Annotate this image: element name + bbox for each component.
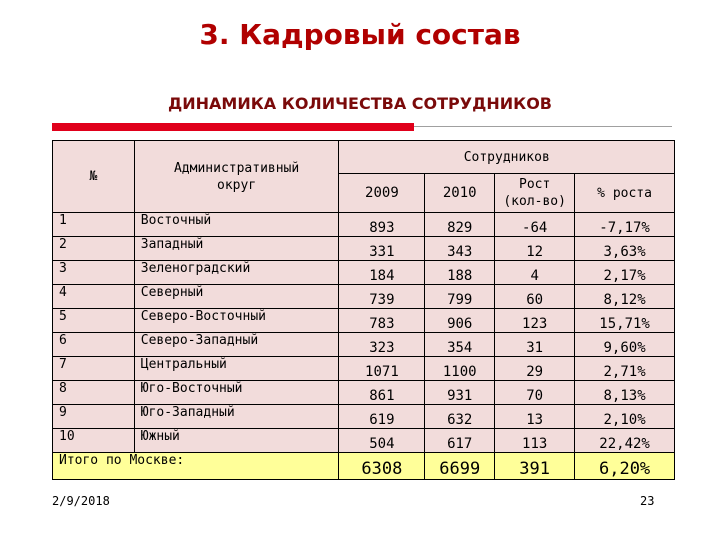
value-2010: 188 — [425, 261, 495, 285]
value-growth-pct: 8,12% — [575, 285, 675, 309]
row-number: 7 — [53, 357, 135, 381]
district-name: Северный — [134, 285, 339, 309]
value-growth: 31 — [495, 333, 575, 357]
total-growth: 391 — [495, 453, 575, 480]
footer-date: 2/9/2018 — [52, 494, 110, 508]
value-2009: 783 — [339, 309, 425, 333]
value-2009: 184 — [339, 261, 425, 285]
header-growth-pct: % роста — [575, 174, 675, 213]
value-growth-pct: 8,13% — [575, 381, 675, 405]
value-growth-pct: 22,42% — [575, 429, 675, 453]
value-2010: 617 — [425, 429, 495, 453]
value-2009: 861 — [339, 381, 425, 405]
header-2009: 2009 — [339, 174, 425, 213]
row-number: 8 — [53, 381, 135, 405]
header-district: Административный округ — [134, 141, 339, 213]
total-2010: 6699 — [425, 453, 495, 480]
district-name: Юго-Восточный — [134, 381, 339, 405]
row-number: 3 — [53, 261, 135, 285]
value-growth: 12 — [495, 237, 575, 261]
total-label: Итого по Москве: — [53, 453, 339, 480]
value-growth-pct: 3,63% — [575, 237, 675, 261]
total-2009: 6308 — [339, 453, 425, 480]
value-2009: 331 — [339, 237, 425, 261]
row-number: 5 — [53, 309, 135, 333]
value-2009: 504 — [339, 429, 425, 453]
value-2010: 799 — [425, 285, 495, 309]
value-growth-pct: -7,17% — [575, 213, 675, 237]
table-row — [53, 357, 675, 381]
table-row — [53, 429, 675, 453]
district-name: Центральный — [134, 357, 339, 381]
value-2010: 829 — [425, 213, 495, 237]
row-number: 10 — [53, 429, 135, 453]
value-growth: 113 — [495, 429, 575, 453]
total-growth-pct: 6,20% — [575, 453, 675, 480]
value-2009: 739 — [339, 285, 425, 309]
value-growth-pct: 15,71% — [575, 309, 675, 333]
district-name: Западный — [134, 237, 339, 261]
value-growth-pct: 2,17% — [575, 261, 675, 285]
table-row — [53, 285, 675, 309]
table-row — [53, 213, 675, 237]
value-growth: 4 — [495, 261, 575, 285]
header-num: № — [53, 141, 135, 213]
value-2010: 906 — [425, 309, 495, 333]
row-number: 2 — [53, 237, 135, 261]
value-2010: 343 — [425, 237, 495, 261]
value-growth: 70 — [495, 381, 575, 405]
value-growth-pct: 2,71% — [575, 357, 675, 381]
header-growth: Рост (кол-во) — [495, 174, 575, 213]
value-2010: 931 — [425, 381, 495, 405]
total-row — [53, 453, 675, 480]
slide-title: 3. Кадровый состав — [199, 18, 521, 51]
row-number: 6 — [53, 333, 135, 357]
table-row — [53, 405, 675, 429]
value-2009: 893 — [339, 213, 425, 237]
table-row — [53, 333, 675, 357]
value-growth-pct: 9,60% — [575, 333, 675, 357]
value-2009: 323 — [339, 333, 425, 357]
row-number: 4 — [53, 285, 135, 309]
value-growth: 123 — [495, 309, 575, 333]
value-2010: 354 — [425, 333, 495, 357]
header-employees: Сотрудников — [339, 141, 675, 174]
slide-subtitle: ДИНАМИКА КОЛИЧЕСТВА СОТРУДНИКОВ — [167, 94, 552, 113]
district-name: Северо-Западный — [134, 333, 339, 357]
accent-bar — [52, 123, 414, 131]
header-2010: 2010 — [425, 174, 495, 213]
value-2010: 1100 — [425, 357, 495, 381]
page-number: 23 — [640, 494, 655, 508]
value-2010: 632 — [425, 405, 495, 429]
value-growth: 13 — [495, 405, 575, 429]
row-number: 1 — [53, 213, 135, 237]
table-row — [53, 261, 675, 285]
district-name: Юго-Западный — [134, 405, 339, 429]
row-number: 9 — [53, 405, 135, 429]
district-name: Зеленоградский — [134, 261, 339, 285]
header-row-1 — [53, 141, 675, 174]
value-growth: 29 — [495, 357, 575, 381]
value-growth: -64 — [495, 213, 575, 237]
value-growth-pct: 2,10% — [575, 405, 675, 429]
value-2009: 619 — [339, 405, 425, 429]
value-2009: 1071 — [339, 357, 425, 381]
district-name: Северо-Восточный — [134, 309, 339, 333]
table-row — [53, 309, 675, 333]
employee-table — [52, 140, 675, 480]
table-row — [53, 381, 675, 405]
value-growth: 60 — [495, 285, 575, 309]
district-name: Восточный — [134, 213, 339, 237]
table-row — [53, 237, 675, 261]
district-name: Южный — [134, 429, 339, 453]
